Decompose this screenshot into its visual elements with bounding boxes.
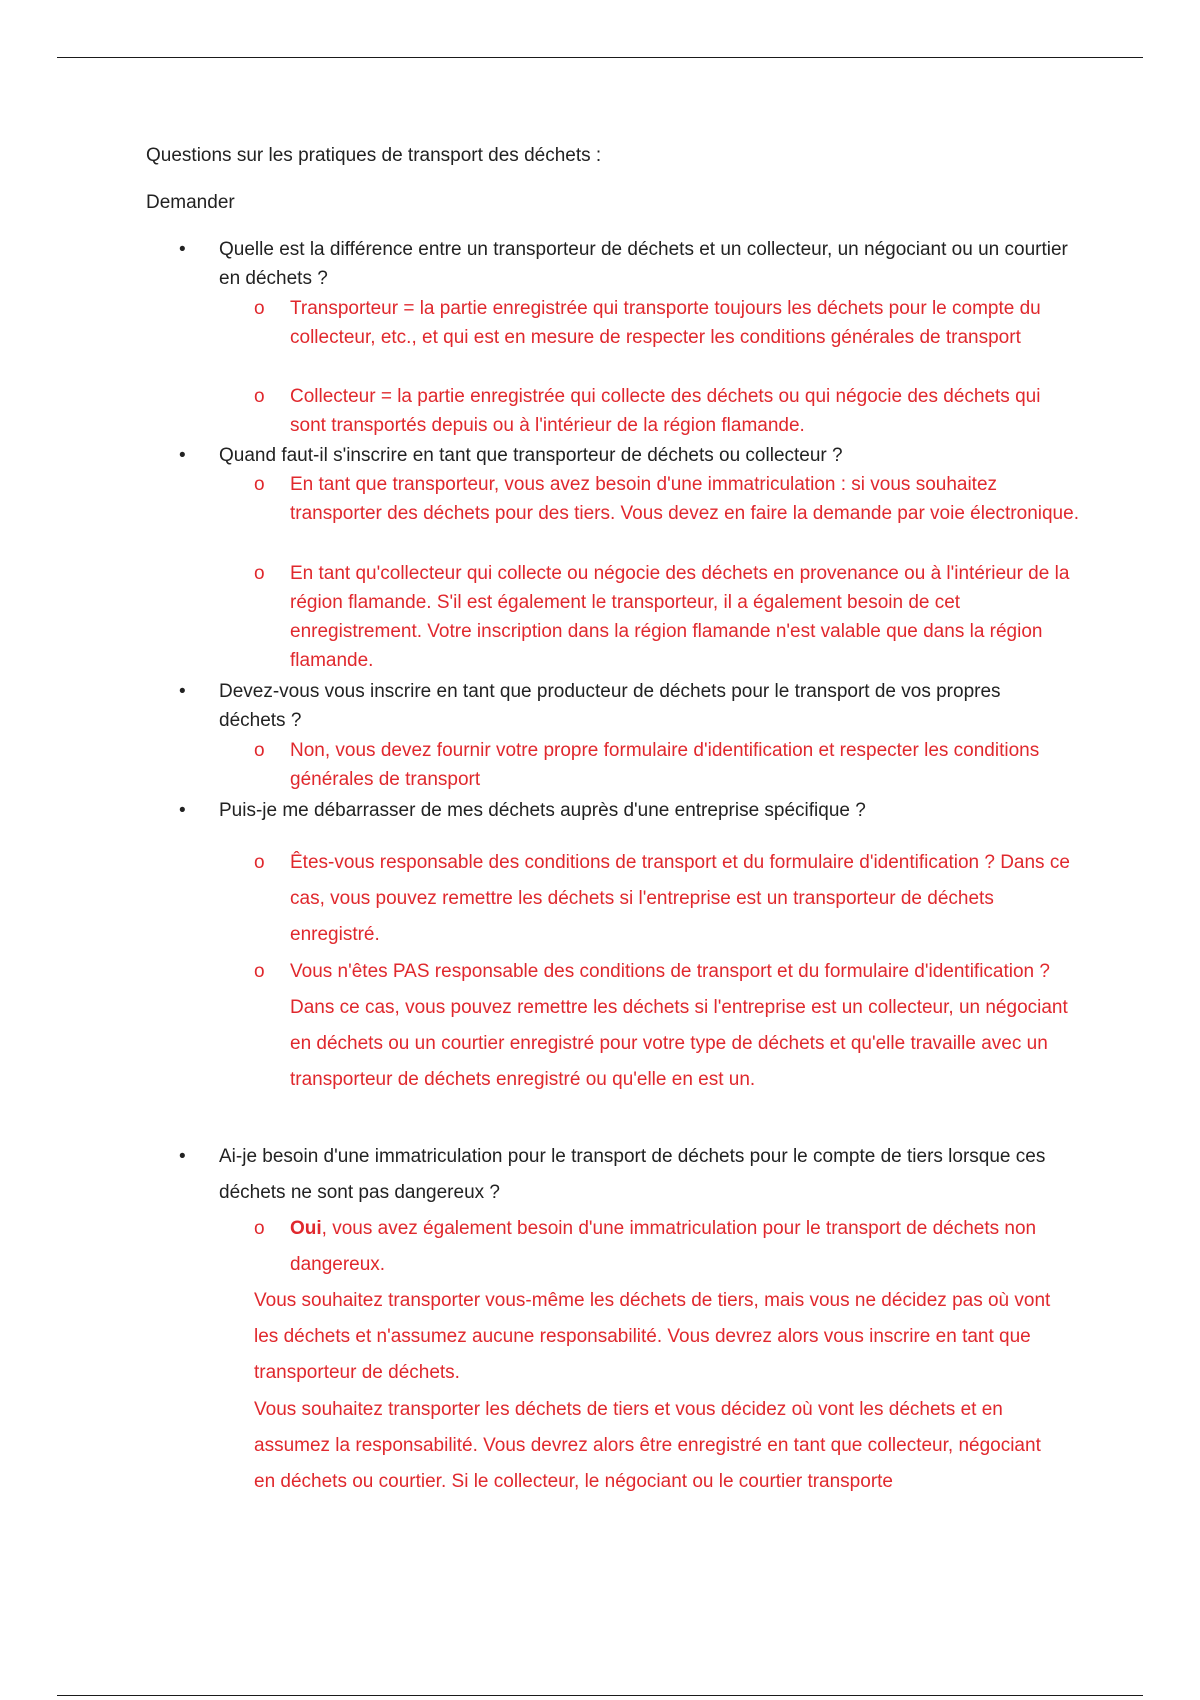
bullet-marker: •	[179, 1146, 186, 1167]
paragraph-5-1: Vous souhaitez transporter vous-même les déchets de tiers, mais vous ne décidez pas où vont les déchets et n'assumez aucune responsabilité. Vous devrez alors vous inscrire en tant que transporteur de déchets.	[254, 1290, 1051, 1383]
sub-bullet-marker: o	[254, 852, 265, 873]
answer-2-2-text: En tant qu'collecteur qui collecte ou négocie des déchets en provenance ou à l'intérieur de la région flamande. S'il est également le transporteur, il a également besoin de cet enregistrement. Votre inscription dans la région flamande n'est valable que dans la région flamande.	[290, 563, 1070, 671]
bottom-rule	[57, 1695, 1143, 1696]
answer-5-1-rest: , vous avez également besoin d'une immatriculation pour le transport de déchets non dangereux.	[290, 1218, 1037, 1275]
question-4-text: Puis-je me débarrasser de mes déchets auprès d'une entreprise spécifique ?	[219, 800, 866, 821]
page-subtitle: Demander	[146, 192, 235, 213]
sub-bullet-marker: o	[254, 563, 265, 584]
answer-1-1-text: Transporteur = la partie enregistrée qui transporte toujours les déchets pour le compte du collecteur, etc., et qui est en mesure de respecter les conditions générales de transport	[290, 298, 1041, 348]
answer-3-1-text: Non, vous devez fournir votre propre formulaire d'identification et respecter les conditions générales de transport	[290, 740, 1040, 790]
answer-4-1-text: Êtes-vous responsable des conditions de transport et du formulaire d'identification ? Dans ce cas, vous pouvez remettre les déchets si l'entreprise est un transporteur de déchets enregistré.	[290, 852, 1070, 945]
paragraph-5-2: Vous souhaitez transporter les déchets de tiers et vous décidez où vont les déchets et en assumez la responsabilité. Vous devrez alors être enregistré en tant que collecteur, négociant en déchets ou courtier. Si le collecteur, le négociant ou le courtier transporte	[254, 1399, 1041, 1492]
sub-bullet-marker: o	[254, 1218, 265, 1239]
bullet-marker: •	[179, 239, 186, 260]
answer-4-2-text: Vous n'êtes PAS responsable des conditions de transport et du formulaire d'identification ? Dans ce cas, vous pouvez remettre les déchets si l'entreprise est un collecteur, un négociant en déchets ou un courtier enregistré pour votre type de déchets et qu'elle travaille avec un transporteur de déchets enregistré ou qu'elle en est un.	[290, 961, 1068, 1090]
sub-bullet-marker: o	[254, 386, 265, 407]
answer-5-1-text	[290, 1211, 1080, 1283]
page-title: Questions sur les pratiques de transport des déchets :	[146, 145, 602, 166]
sub-bullet-marker: o	[254, 961, 265, 982]
answer-5-1-bold: Oui	[290, 1218, 322, 1239]
sub-bullet-marker: o	[254, 474, 265, 495]
top-rule	[57, 57, 1143, 58]
answer-1-2-text: Collecteur = la partie enregistrée qui collecte des déchets ou qui négocie des déchets qui sont transportés depuis ou à l'intérieur de la région flamande.	[290, 386, 1041, 436]
bullet-marker: •	[179, 800, 186, 821]
answer-2-1-text: En tant que transporteur, vous avez besoin d'une immatriculation : si vous souhaitez transporter des déchets pour des tiers. Vous devez en faire la demande par voie électronique.	[290, 474, 1079, 524]
question-5-text: Ai-je besoin d'une immatriculation pour le transport de déchets pour le compte de tiers lorsque ces déchets ne sont pas dangereux ?	[219, 1146, 1046, 1203]
bullet-marker: •	[179, 681, 186, 702]
sub-bullet-marker: o	[254, 298, 265, 319]
question-3-text: Devez-vous vous inscrire en tant que producteur de déchets pour le transport de vos propres déchets ?	[219, 681, 1001, 731]
question-1-text: Quelle est la différence entre un transporteur de déchets et un collecteur, un négociant ou un courtier en déchets ?	[219, 239, 1068, 289]
bullet-marker: •	[179, 445, 186, 466]
sub-bullet-marker: o	[254, 740, 265, 761]
question-2-text: Quand faut-il s'inscrire en tant que transporteur de déchets ou collecteur ?	[219, 445, 843, 466]
